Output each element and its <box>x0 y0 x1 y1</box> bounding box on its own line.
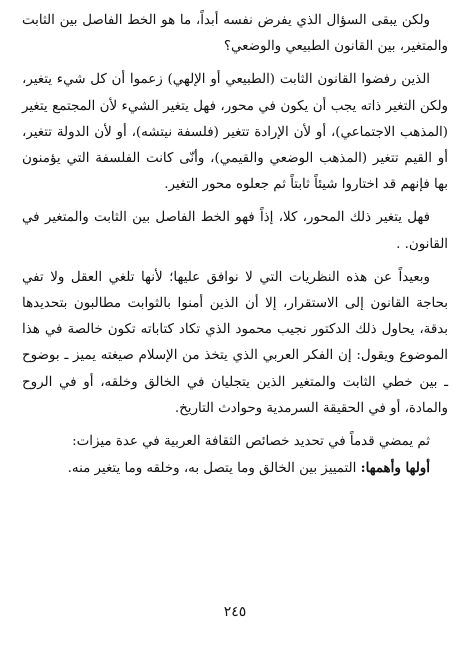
paragraph-rejecters-of-fixed-law: الذين رفضوا القانون الثابت (الطبيعي أو الإلهي) زعموا أن كل شيء يتغير، ولكن التغير ذاته يجب أن يكون في محور، فهل يتغير الشيء لأن المجتمع يتغير (المذهب الاجتماعي)، أو لأن الإرادة تتغير (فلسفة نيتشه)، أو لأن الدولة تتغير، أو القيم تتغير (المذهب الوضعي والقيمي)، وأنّى كانت الفلسفة التي يؤمنون بها فإنهم قد اختاروا شيئاً ثابتاً ثم جعلوه محور التغير. <box>22 72 448 193</box>
paragraph-najib-mahmoud: وبعيداً عن هذه النظريات التي لا نوافق عليها؛ لأنها تلغي العقل ولا تفي بحاجة القانون إلى الاستقرار، إلا أن الذين أمنوا بالثوابت مطالبون بتحديدها بدقة، يحاول ذلك الدكتور نجيب محمود الذي تكاد كتاباته تكون خالصة في هذا الموضوع ويقول: إن الفكر العربي الذي يتخذ من الإسلام صيغته يميز ـ بوضوح ـ بين خطي الثابت والمتغير الذين يتجليان في الخالق وخلقه، أو في الروح والمادة، أو في الحقيقة السرمدية وحوادث التاريخ. <box>22 269 448 416</box>
paragraph-constant-vs-variable-question: ولكن يبقى السؤال الذي يفرض نفسه أبداً، ما هو الخط الفاصل بين الثابت والمتغير، بين القانون الطبيعي والوضعي؟ <box>22 13 448 55</box>
paragraph-arab-culture-features: ثم يمضي قدماً في تحديد خصائص الثقافة العربية في عدة ميزات: <box>72 434 430 450</box>
first-feature-text: التمييز بين الخالق وما يتصل به، وخلقه وما يتغير منه. <box>67 461 361 477</box>
first-feature-lead: أولها وأهمها: <box>360 460 430 477</box>
paragraph-axis-of-change: فهل يتغير ذلك المحور، كلا، إذاً فهو الخط الفاصل بين الثابت والمتغير في القانون. . <box>22 210 448 252</box>
paragraph-first-feature <box>22 455 448 482</box>
document-page <box>22 8 448 638</box>
page-number: ٢٤٥ <box>223 604 247 620</box>
